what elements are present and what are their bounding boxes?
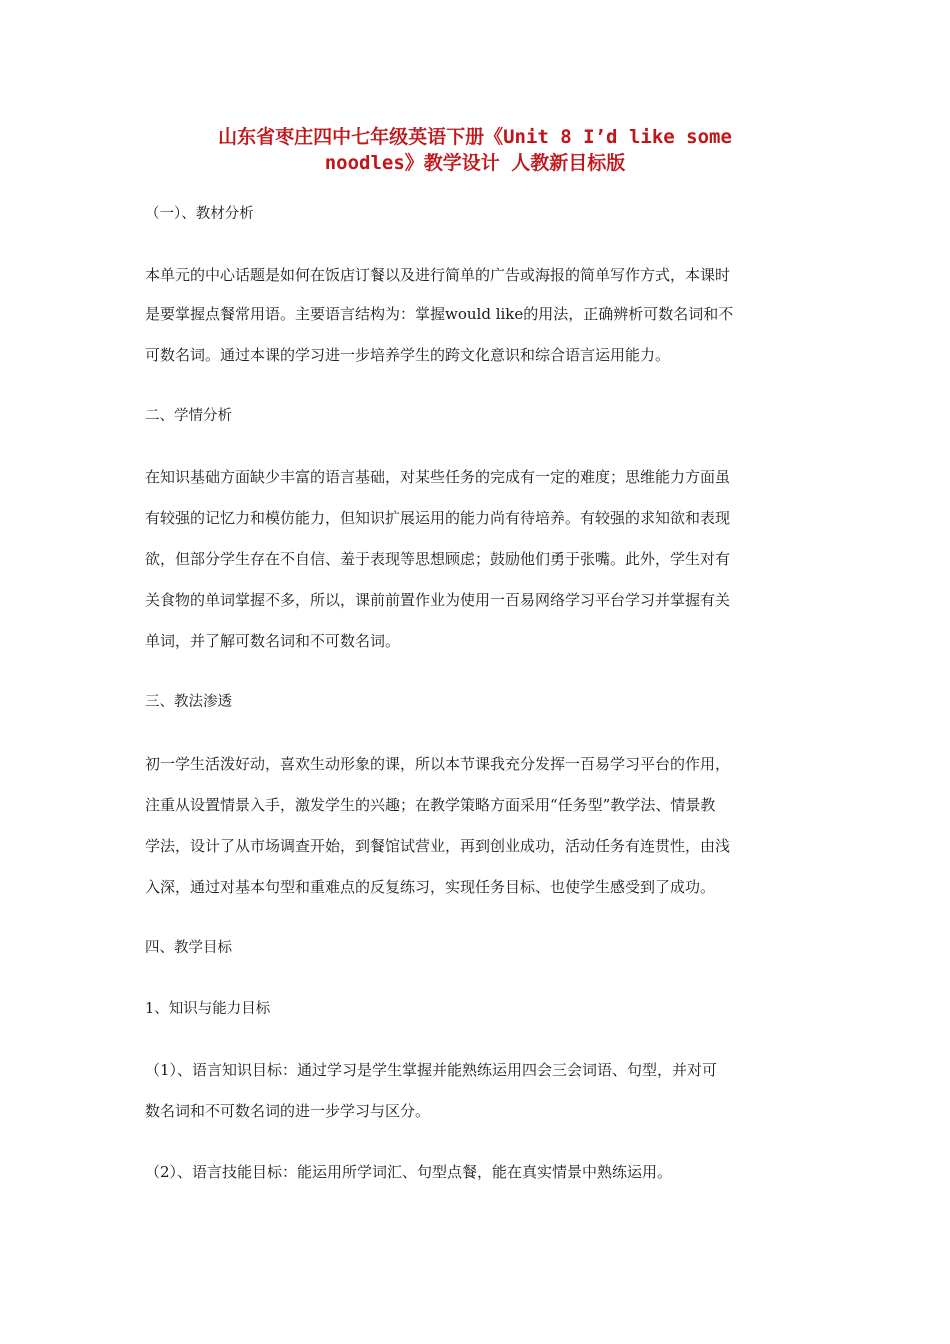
paragraph-line: 学法，设计了从市场调查开始，到餐馆试营业，再到创业成功，活动任务有连贯性，由浅 [145,837,731,855]
paragraph-line: 可数名词。通过本课的学习进一步培养学生的跨文化意识和综合语言运用能力。 [145,346,671,364]
paragraph-line: 本单元的中心话题是如何在饭店订餐以及进行简单的广告或海报的简单写作方式，本课时 [145,266,731,284]
paragraph-line: 在知识基础方面缺少丰富的语言基础，对某些任务的完成有一定的难度；思维能力方面虽 [145,468,731,486]
paragraph-line: 数名词和不可数名词的进一步学习与区分。 [145,1102,431,1120]
section-heading-teaching-goals: 四、教学目标 [145,940,232,956]
paragraph-line: 注重从设置情景入手，激发学生的兴趣；在教学策略方面采用“任务型”教学法、情景教 [145,796,716,814]
subheading-knowledge-ability-goals: 1、知识与能力目标 [145,1001,271,1017]
section-heading-textbook-analysis: （一）、教材分析 [145,206,254,222]
section-heading-student-analysis: 二、学情分析 [145,408,232,424]
paragraph-line: 是要掌握点餐常用语。主要语言结构为：掌握would like的用法，正确辨析可数名词和不 [145,305,734,323]
section-heading-teaching-methods: 三、教法渗透 [145,694,232,710]
paragraph-line: （1）、语言知识目标：通过学习是学生掌握并能熟练运用四会三会词语、句型，并对可 [145,1061,718,1079]
paragraph-line: （2）、语言技能目标：能运用所学词汇、句型点餐，能在真实情景中熟练运用。 [145,1163,673,1181]
paragraph-line: 欲，但部分学生存在不自信、羞于表现等思想顾虑；鼓励他们勇于张嘴。此外，学生对有 [145,550,731,568]
paragraph-line: 入深，通过对基本句型和重难点的反复练习，实现任务目标、也使学生感受到了成功。 [145,878,716,896]
paragraph-line: 初一学生活泼好动，喜欢生动形象的课，所以本节课我充分发挥一百易学习平台的作用， [145,755,731,773]
paragraph-line: 单词，并了解可数名词和不可数名词。 [145,632,401,650]
paragraph-line: 关食物的单词掌握不多，所以，课前前置作业为使用一百易网络学习平台学习并掌握有关 [145,591,731,609]
document-title-line-1: 山东省枣庄四中七年级英语下册《Unit 8 I’d like some [218,126,732,148]
paragraph-line: 有较强的记忆力和模仿能力，但知识扩展运用的能力尚有待培养。有较强的求知欲和表现 [145,509,731,527]
document-title-line-2: noodles》教学设计 人教新目标版 [324,152,626,174]
